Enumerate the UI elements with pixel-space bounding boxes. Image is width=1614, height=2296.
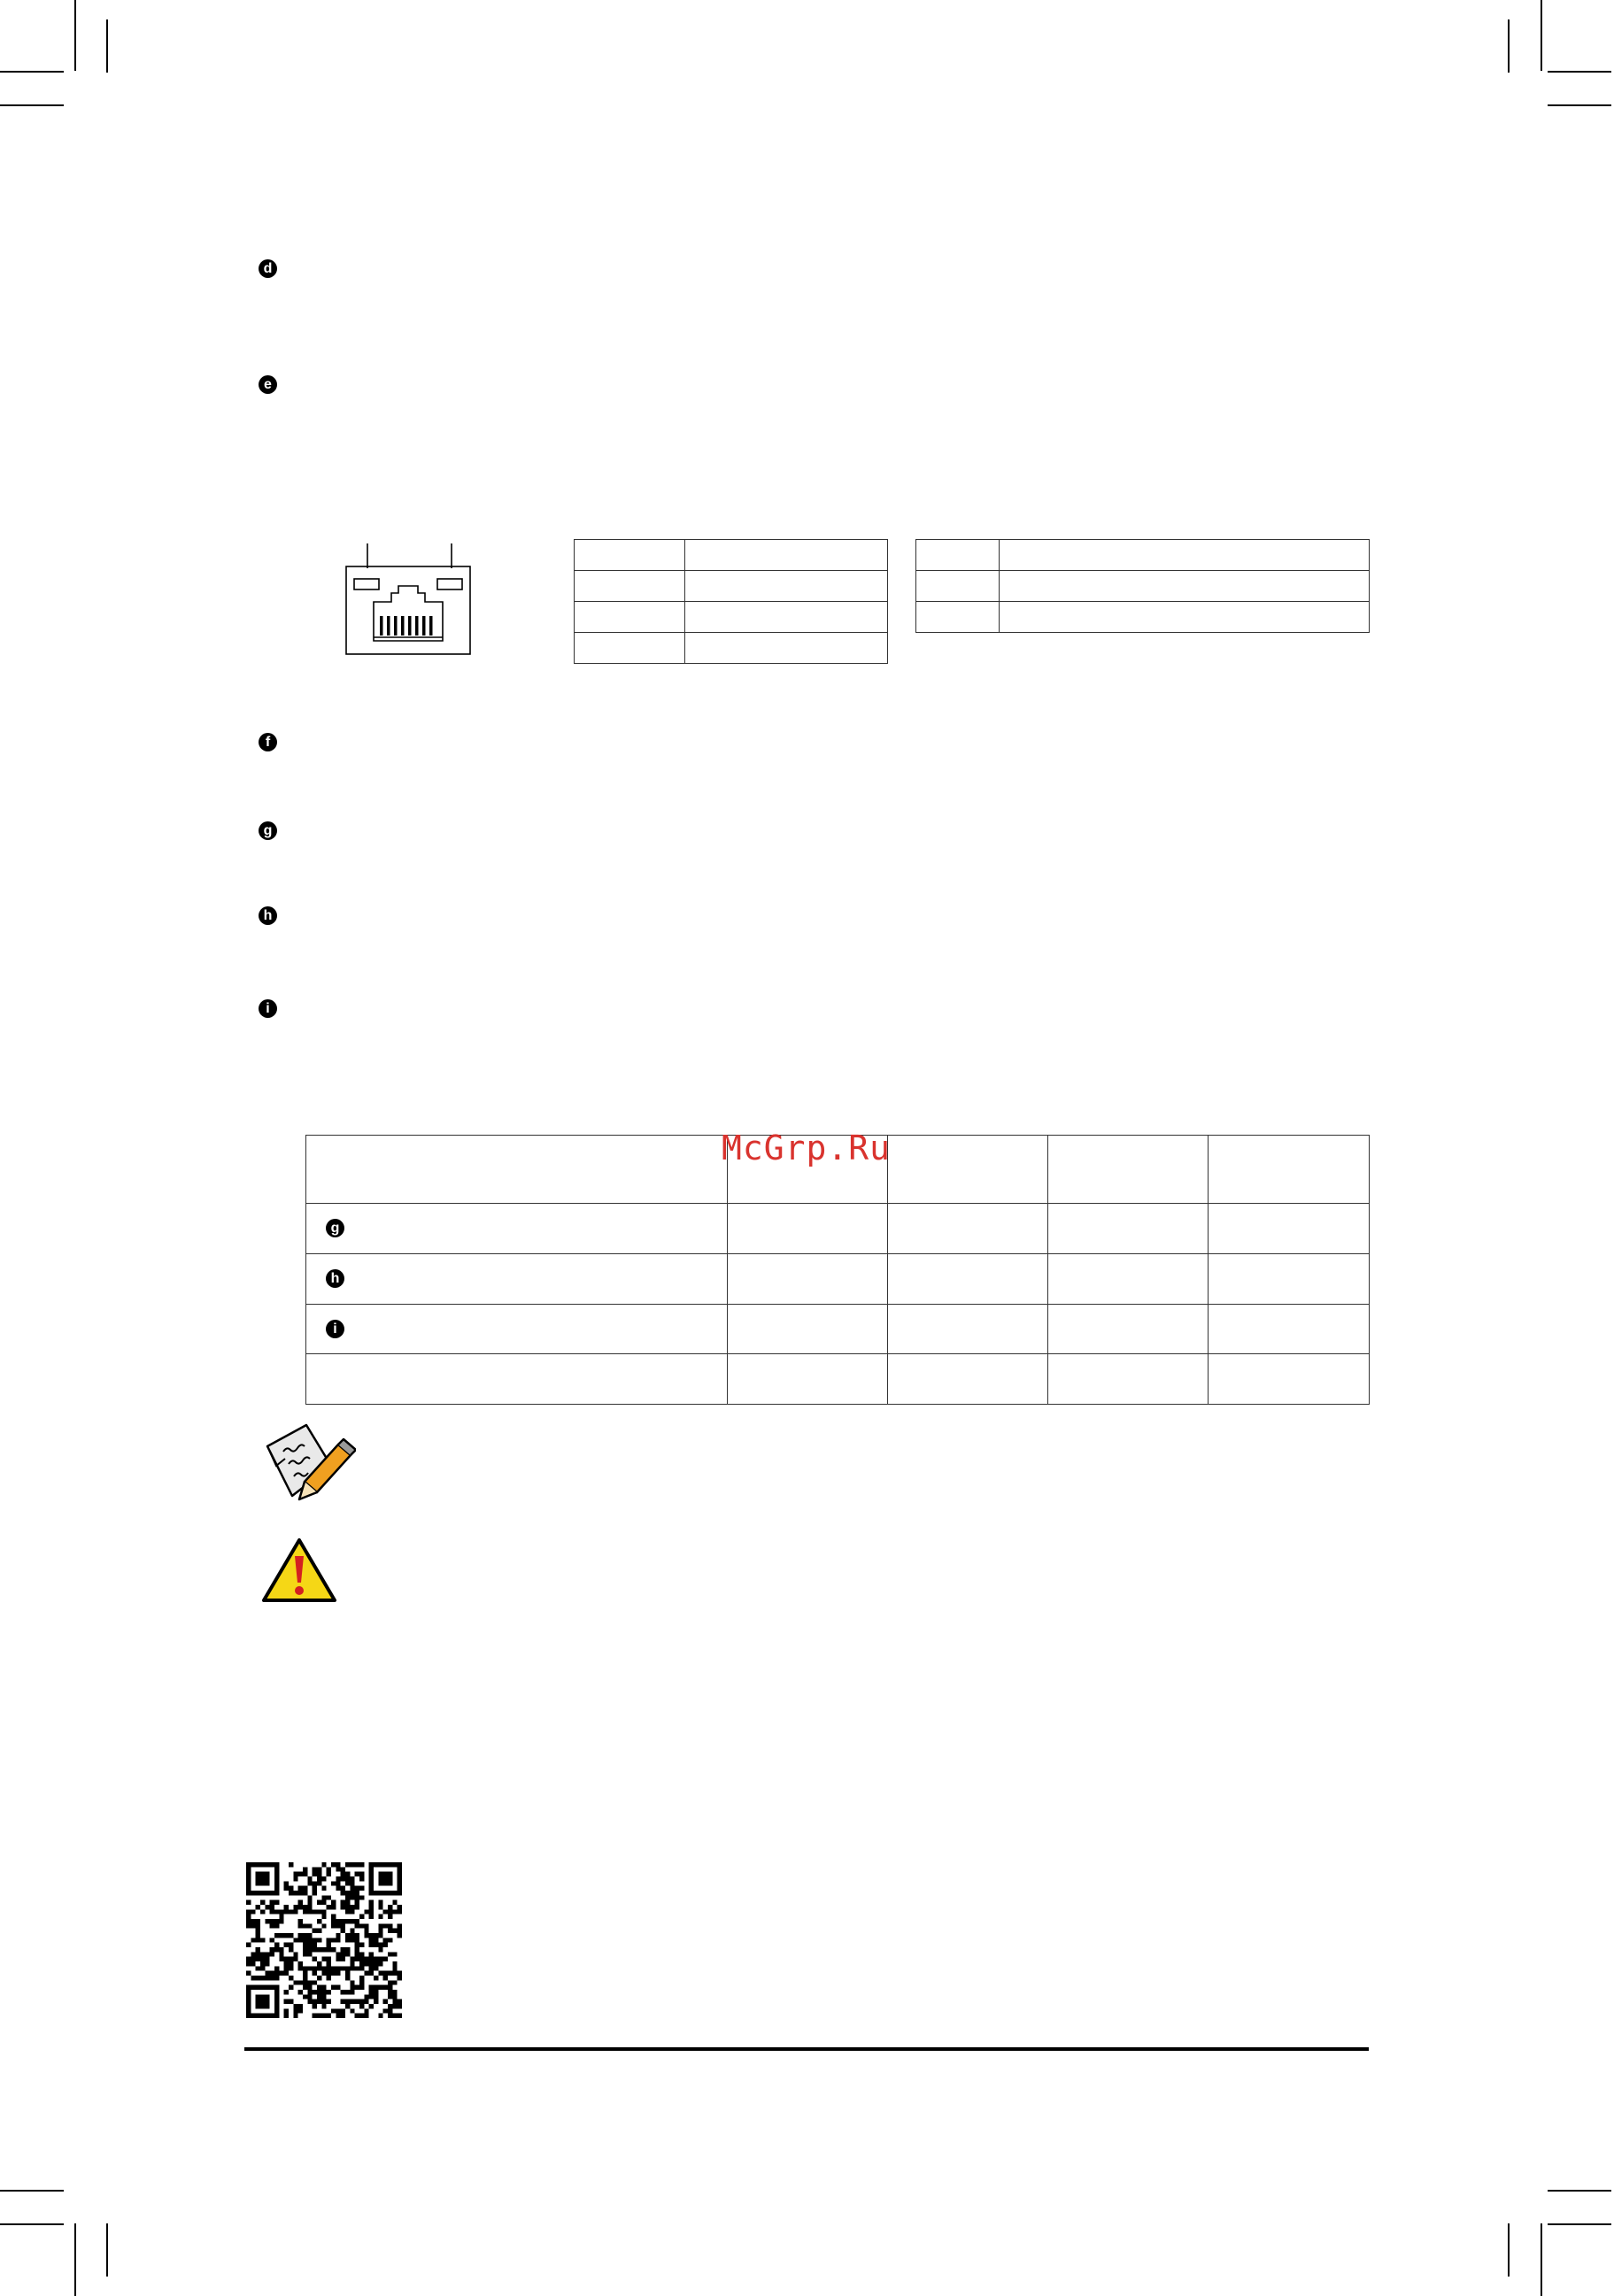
table-cell [916,602,1000,633]
crop-mark [0,71,64,73]
table-cell [306,1204,728,1254]
table-cell [306,1354,728,1405]
footer-rule [244,2047,1369,2051]
note-pencil-icon [264,1420,356,1501]
table-cell [575,602,685,633]
table-cell [728,1254,888,1305]
crop-mark [1541,0,1542,71]
table-cell [888,1305,1048,1354]
table-cell [1209,1136,1370,1204]
row-bullet-i: i [326,1320,344,1338]
table-row [306,1305,1370,1354]
table-cell [888,1204,1048,1254]
table-cell [306,1305,728,1354]
table-cell [1209,1305,1370,1354]
table-cell [1000,540,1370,571]
bullet-f: f [259,733,277,751]
table-cell [1209,1254,1370,1305]
crop-mark [1508,19,1510,73]
table-cell [1209,1354,1370,1405]
watermark: McGrp.Ru [722,1129,892,1167]
table-row [306,1254,1370,1305]
table-cell [916,571,1000,602]
table-cell [1048,1354,1209,1405]
table-cell [685,571,888,602]
crop-mark [0,2190,64,2192]
table-cell [685,540,888,571]
table-cell [575,571,685,602]
caution-triangle-icon [260,1537,338,1606]
crop-mark [1548,104,1611,106]
lan-led-table-2 [915,539,1370,633]
crop-mark [74,2223,76,2296]
table-cell [1048,1136,1209,1204]
bullet-g: g [259,821,277,840]
table-cell [1209,1204,1370,1254]
crop-mark [1548,2190,1611,2192]
lan-led-table-1 [574,539,888,664]
table-cell [1048,1305,1209,1354]
crop-mark [1541,2223,1542,2296]
table-row [306,1204,1370,1254]
bullet-d: d [259,259,277,278]
table-cell [888,1354,1048,1405]
bullet-e: e [259,375,277,394]
table-cell [1000,602,1370,633]
table-cell [1048,1204,1209,1254]
table-cell [728,1305,888,1354]
rj45-port-icon [341,542,474,657]
table-cell [306,1254,728,1305]
row-bullet-g: g [326,1219,344,1237]
crop-mark [74,0,76,71]
crop-mark [1548,2223,1611,2225]
table-cell [888,1254,1048,1305]
table-cell [1048,1254,1209,1305]
qr-code-icon [246,1862,402,2018]
crop-mark [106,2223,108,2277]
table-cell [575,540,685,571]
table-cell [888,1136,1048,1204]
table-cell [728,1354,888,1405]
bullet-i: i [259,999,277,1018]
bullet-h: h [259,906,277,925]
table-cell [728,1204,888,1254]
table-cell [1000,571,1370,602]
table-row [306,1354,1370,1405]
table-cell [685,602,888,633]
crop-mark [0,2223,64,2225]
table-cell [575,633,685,664]
crop-mark [1508,2223,1510,2277]
table-cell [916,540,1000,571]
crop-mark [0,104,64,106]
table-cell [306,1136,728,1204]
table-cell [685,633,888,664]
crop-mark [1548,71,1611,73]
row-bullet-h: h [326,1269,344,1288]
crop-mark [106,19,108,73]
audio-config-table [305,1135,1370,1405]
